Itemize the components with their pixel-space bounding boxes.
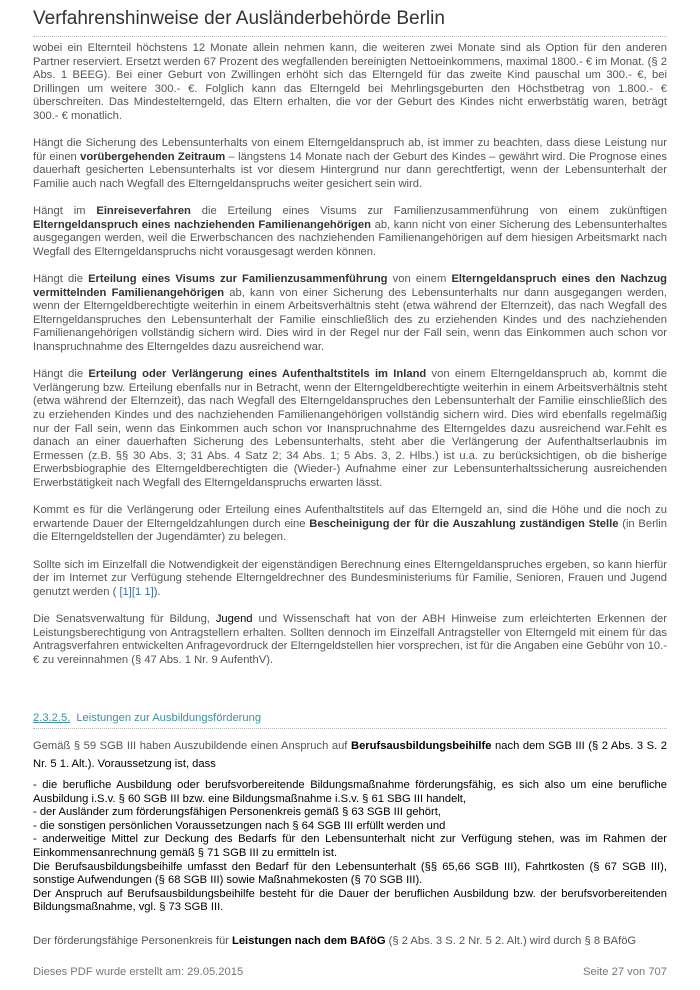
list-item: - der Ausländer zum förderungsfähigen Personenkreis gemäß § 63 SGB III gehört, [33, 806, 441, 819]
paragraph-residence-permit: Hängt die Erteilung oder Verlängerung eines Aufenthaltstitels im Inland von einem Elterngeldanspruch ab, kommt die Verlängerung bzw. Erteilung ebenfalls nur in Betracht, wenn der Elterngeldberechtigte weiterhin in einem Arbeitsverhältnis steht (etwa während der Elternzeit), das nach Wegfall des Elterngeldanspruches den Lebensunterhalt der Familie einschließlich des zu erziehenden Kindes und des nachziehenden Familienangehörigen vollständig sichern wird. Dies wird ebenfalls regelmäßig nur der Fall sein, wenn das Einkommen auch schon vor Inanspruchnahme des Elterngeldes dazu ausreichend war.Fehlt es danach an einer dauerhaften Sicherung des Lebensunterhalts, steht aber die Verlängerung der Aufenthaltserlaubnis im Ermessen (z.B. §§ 30 Abs. 3; 31 Abs. 4 Satz 2; 34 Abs. 1; 5 Abs. 3, 2. Hlbs.) ist u.a. zu berücksichtigen, ob die bisherige Erwerbsbiographie des Elterngeldberechtigten die (Wieder-) Aufnahme einer zur Lebensunterhaltssicherung ausreichenden Erwerbstätigkeit nach Wegfall des Elterngeldanspruchs erwarten lässt. [33, 368, 668, 489]
list-item: - die sonstigen persönlichen Voraussetzungen nach § 64 SGB III erfüllt werden und [33, 819, 446, 832]
paragraph-visa-family-reunion: Hängt die Erteilung eines Visums zur Familienzusammenführung von einem Elterngeldanspruch eines den Nachzug vermittelnden Familienangehörigen ab, kann von einer Sicherung des Lebensunterhalts nur dann ausgegangen werden, wenn der Elterngeldberechtigte weiterhin in einem Arbeitsverhältnis steht (etwa während der Elternzeit), das nach Wegfall des Elterngeldanspruches den Lebensunterhalt der Familie einschließlich des zu erziehenden Kindes und des nachziehenden Familienangehörigen vollständig sichern wird. Dies wird in der Regel nur der Fall sein, wenn das Einkommen auch schon vor Inanspruchnahme des Elterngeldes dazu ausreichend war. [33, 273, 668, 354]
paragraph-bafog: Der förderungsfähige Personenkreis für Leistungen nach dem BAföG (§ 2 Abs. 3 S. 2 Nr. 5 2. Alt.) wird durch § 8 BAföG [33, 935, 637, 947]
requirements-list [33, 779, 667, 915]
footnote-link-1-1[interactable]: [1 1] [131, 585, 154, 598]
vocational-aid-block [33, 737, 667, 915]
paragraph-elterngeld-amount: wobei ein Elternteil höchstens 12 Monate allein nehmen kann, die weiteren zwei Monate sind als Option für den anderen Partner reserviert. Ersetzt werden 67 Prozent des wegfallenden bereinigten Nettoeinkommens, maximal 1800.- € im Monat. (§ 2 Abs. 1 BEEG). Bei einer Geburt von Zwillingen erhöht sich das Elterngeld für das zweite Kind pauschal um 300.- €, bei Drillingen um weitere 300.- €. Folglich kann das Elterngeld bei Mehrlingsgeburten den Höchstbetrag von 1.800.- € überschreiten. Das Mindestelterngeld, das Eltern erhalten, die vor der Geburt des Kindes nicht erwerbstätig waren, beträgt 300.- € monatlich. [33, 42, 667, 122]
section-number[interactable]: 2.3.2.5. [33, 712, 71, 724]
paragraph-entry-procedure: Hängt im Einreiseverfahren die Erteilung eines Visums zur Familienzusammenführung von einem zukünftigen Elterngeldanspruch eines nachziehenden Familienangehörigen ab, kann nicht von einer Sicherung des Lebensunterhaltes ausgegangen werden, weil die Erwerbschancen des nachziehenden Familienangehörigen auf dem hiesigen Arbeitsmarkt nach Wegfall des Elterngeldanspruchs nicht vorausgesagt werden können. [33, 205, 668, 258]
footnote-link-1[interactable]: [1] [119, 585, 132, 598]
created-date: Dieses PDF wurde erstellt am: 29.05.2015 [33, 966, 244, 978]
paragraph-senate-fee: Die Senatsverwaltung für Bildung, Jugend und Wissenschaft hat von der ABH Hinweise zum erleichterten Erkennen der Leistungsberechtigung von Antragstellern erhalten. Sollten dennoch im Einzelfall Antragsteller von Elterngeld mit einem für das Antragsverfahren entwickelten Anfragevordruck der Elterngeldstellen hier vorsprechen, ist für die Angaben eine Gebühr von 10.- € zu vereinnahmen (§ 47 Abs. 1 Nr. 9 AufenthV). [33, 612, 667, 666]
vocational-aid-intro: Gemäß § 59 SGB III haben Auszubildende einen Anspruch auf Berufsausbildungsbeihilfe nach dem SGB III (§ 2 Abs. 3 S. 2 Nr. 5 1. Alt.). Voraussetzung ist, dass [33, 740, 667, 770]
list-item: Der Anspruch auf Berufsausbildungsbeihilfe besteht für die Dauer der beruflichen Ausbildung bzw. der berufsvorbereitenden Bildungsmaßnahme, vgl. § 73 SGB III. [33, 887, 667, 914]
section-heading [33, 712, 667, 729]
page-title: Verfahrenshinweise der Ausländerbehörde Berlin [33, 8, 667, 37]
page-footer [33, 966, 667, 978]
list-item: - die berufliche Ausbildung oder berufsvorbereitende Bildungsmaßnahme förderungsfähig, es sich also um eine berufliche Ausbildung i.S.v. § 60 SGB III bzw. eine Bildungsmaßnahme i.S.v. § 61 SBG III handelt, [33, 779, 667, 805]
page-number: Seite 27 von 707 [583, 966, 667, 978]
paragraph-temporary-period: Hängt die Sicherung des Lebensunterhalts von einem Elterngeldanspruch ab, ist immer zu beachten, dass diese Leistung nur für einen vorübergehenden Zeitraum – längstens 14 Monate nach der Geburt des Kindes – gewährt wird. Die Prognose eines dauerhaft gesicherten Lebensunterhalts ist vor diesem Hintergrund nur dann gerechtfertigt, wenn der Lebensunterhalt der Familie auch nach Wegfall des Elterngeldanspruchs weiter gesichert sein wird. [33, 137, 668, 190]
main-content [33, 42, 667, 681]
paragraph-calculator: Sollte sich im Einzelfall die Notwendigkeit der eigenständigen Berechnung eines Elterngeldanspruches ergeben, so kann hierfür der im Internet zur Verfügung stehende Elterngeldrechner des Bundesministeriums für Familie, Senioren, Frauen und Jugend genutzt werden ( [1][1 1]). [33, 558, 667, 598]
section-title: Leistungen zur Ausbildungsförderung [76, 712, 262, 724]
list-item: - anderweitige Mittel zur Deckung des Bedarfs für den Lebensunterhalt nicht zur Verfügung stehen, was im Rahmen der Einkommensanrechnung gemäß § 71 SGB III zu ermitteln ist. [33, 833, 667, 859]
list-item: Die Berufsausbildungsbeihilfe umfasst den Bedarf für den Lebensunterhalt (§§ 65,66 SGB III), Fahrtkosten (§ 67 SGB III), sonstige Aufwendungen (§ 68 SGB III) sowie Maßnahmekosten (§ 70 SGB III). [33, 860, 667, 887]
paragraph-certificate: Kommt es für die Verlängerung oder Erteilung eines Aufenthaltstitels auf das Elterngeld an, sind die Höhe und die noch zu erwartende Dauer der Elterngeldzahlungen durch eine Bescheinigung der für die Auszahlung zuständigen Stelle (in Berlin die Elterngeldstellen der Jugendämter) zu belegen. [33, 504, 667, 544]
